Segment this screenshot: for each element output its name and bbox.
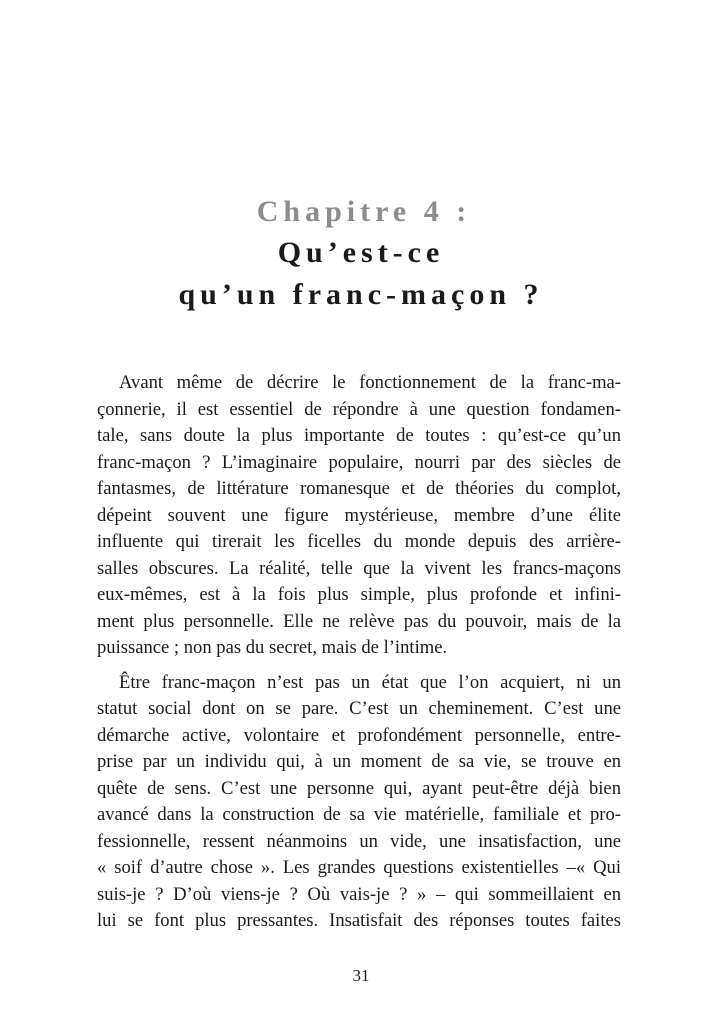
text-line: statut social dont on se pare. C’est un cheminement. C’est une: [97, 698, 621, 719]
chapter-heading: [0, 192, 722, 316]
chapter-label: Chapitre 4 :: [256, 195, 472, 228]
paragraph-1: [97, 370, 621, 662]
text-line: tale, sans doute la plus importante de toutes : qu’est-ce qu’un: [97, 425, 621, 446]
text-line: suis-je ? D’où viens-je ? Où vais-je ? » – qui sommeillaient en: [97, 883, 621, 905]
text-line: eux-mêmes, est à la fois plus simple, plus profonde et infini-: [97, 584, 621, 605]
text-line: avancé dans la construction de sa vie matérielle, familiale et pro-: [97, 804, 621, 825]
body-text: [97, 370, 621, 935]
text-line: « soif d’autre chose ». Les grandes questions existentielles –« Qui: [97, 857, 621, 878]
text-line: influente qui tirerait les ficelles du monde depuis des arrière-: [97, 531, 621, 552]
text-line: démarche active, volontaire et profondément personnelle, entre-: [97, 724, 621, 746]
text-line: ment plus personnelle. Elle ne relève pas du pouvoir, mais de la: [97, 610, 621, 632]
text-line: lui se font plus pressantes. Insatisfait des réponses toutes faites: [97, 910, 621, 931]
text-line: salles obscures. La réalité, telle que la vivent les francs-maçons: [97, 557, 621, 579]
text-line: fessionnelle, ressent néanmoins un vide, une insatisfaction, une: [97, 830, 621, 852]
text-line: quête de sens. C’est une personne qui, ayant peut-être déjà bien: [97, 777, 621, 799]
text-line: Avant même de décrire le fonctionnement de la franc-ma-: [119, 372, 621, 393]
text-line: çonnerie, il est essentiel de répondre à une question fondamen-: [97, 398, 621, 420]
text-line: franc-maçon ? L’imaginaire populaire, nourri par des siècles de: [97, 451, 621, 473]
chapter-title-line-2: qu’un franc-maçon ?: [178, 278, 544, 311]
page-number: 31: [352, 966, 370, 985]
text-line: puissance ; non pas du secret, mais de l’intime.: [97, 637, 448, 658]
chapter-title-line-1: Qu’est-ce: [277, 236, 445, 269]
text-line: prise par un individu qui, à un moment de sa vie, se trouve en: [97, 751, 621, 772]
text-line: fantasmes, de littérature romanesque et de théories du complot,: [97, 478, 621, 499]
text-line: dépeint souvent une figure mystérieuse, membre d’une élite: [97, 504, 621, 526]
text-line: Être franc-maçon n’est pas un état que l’on acquiert, ni un: [119, 671, 621, 693]
paragraph-2: [97, 670, 621, 935]
